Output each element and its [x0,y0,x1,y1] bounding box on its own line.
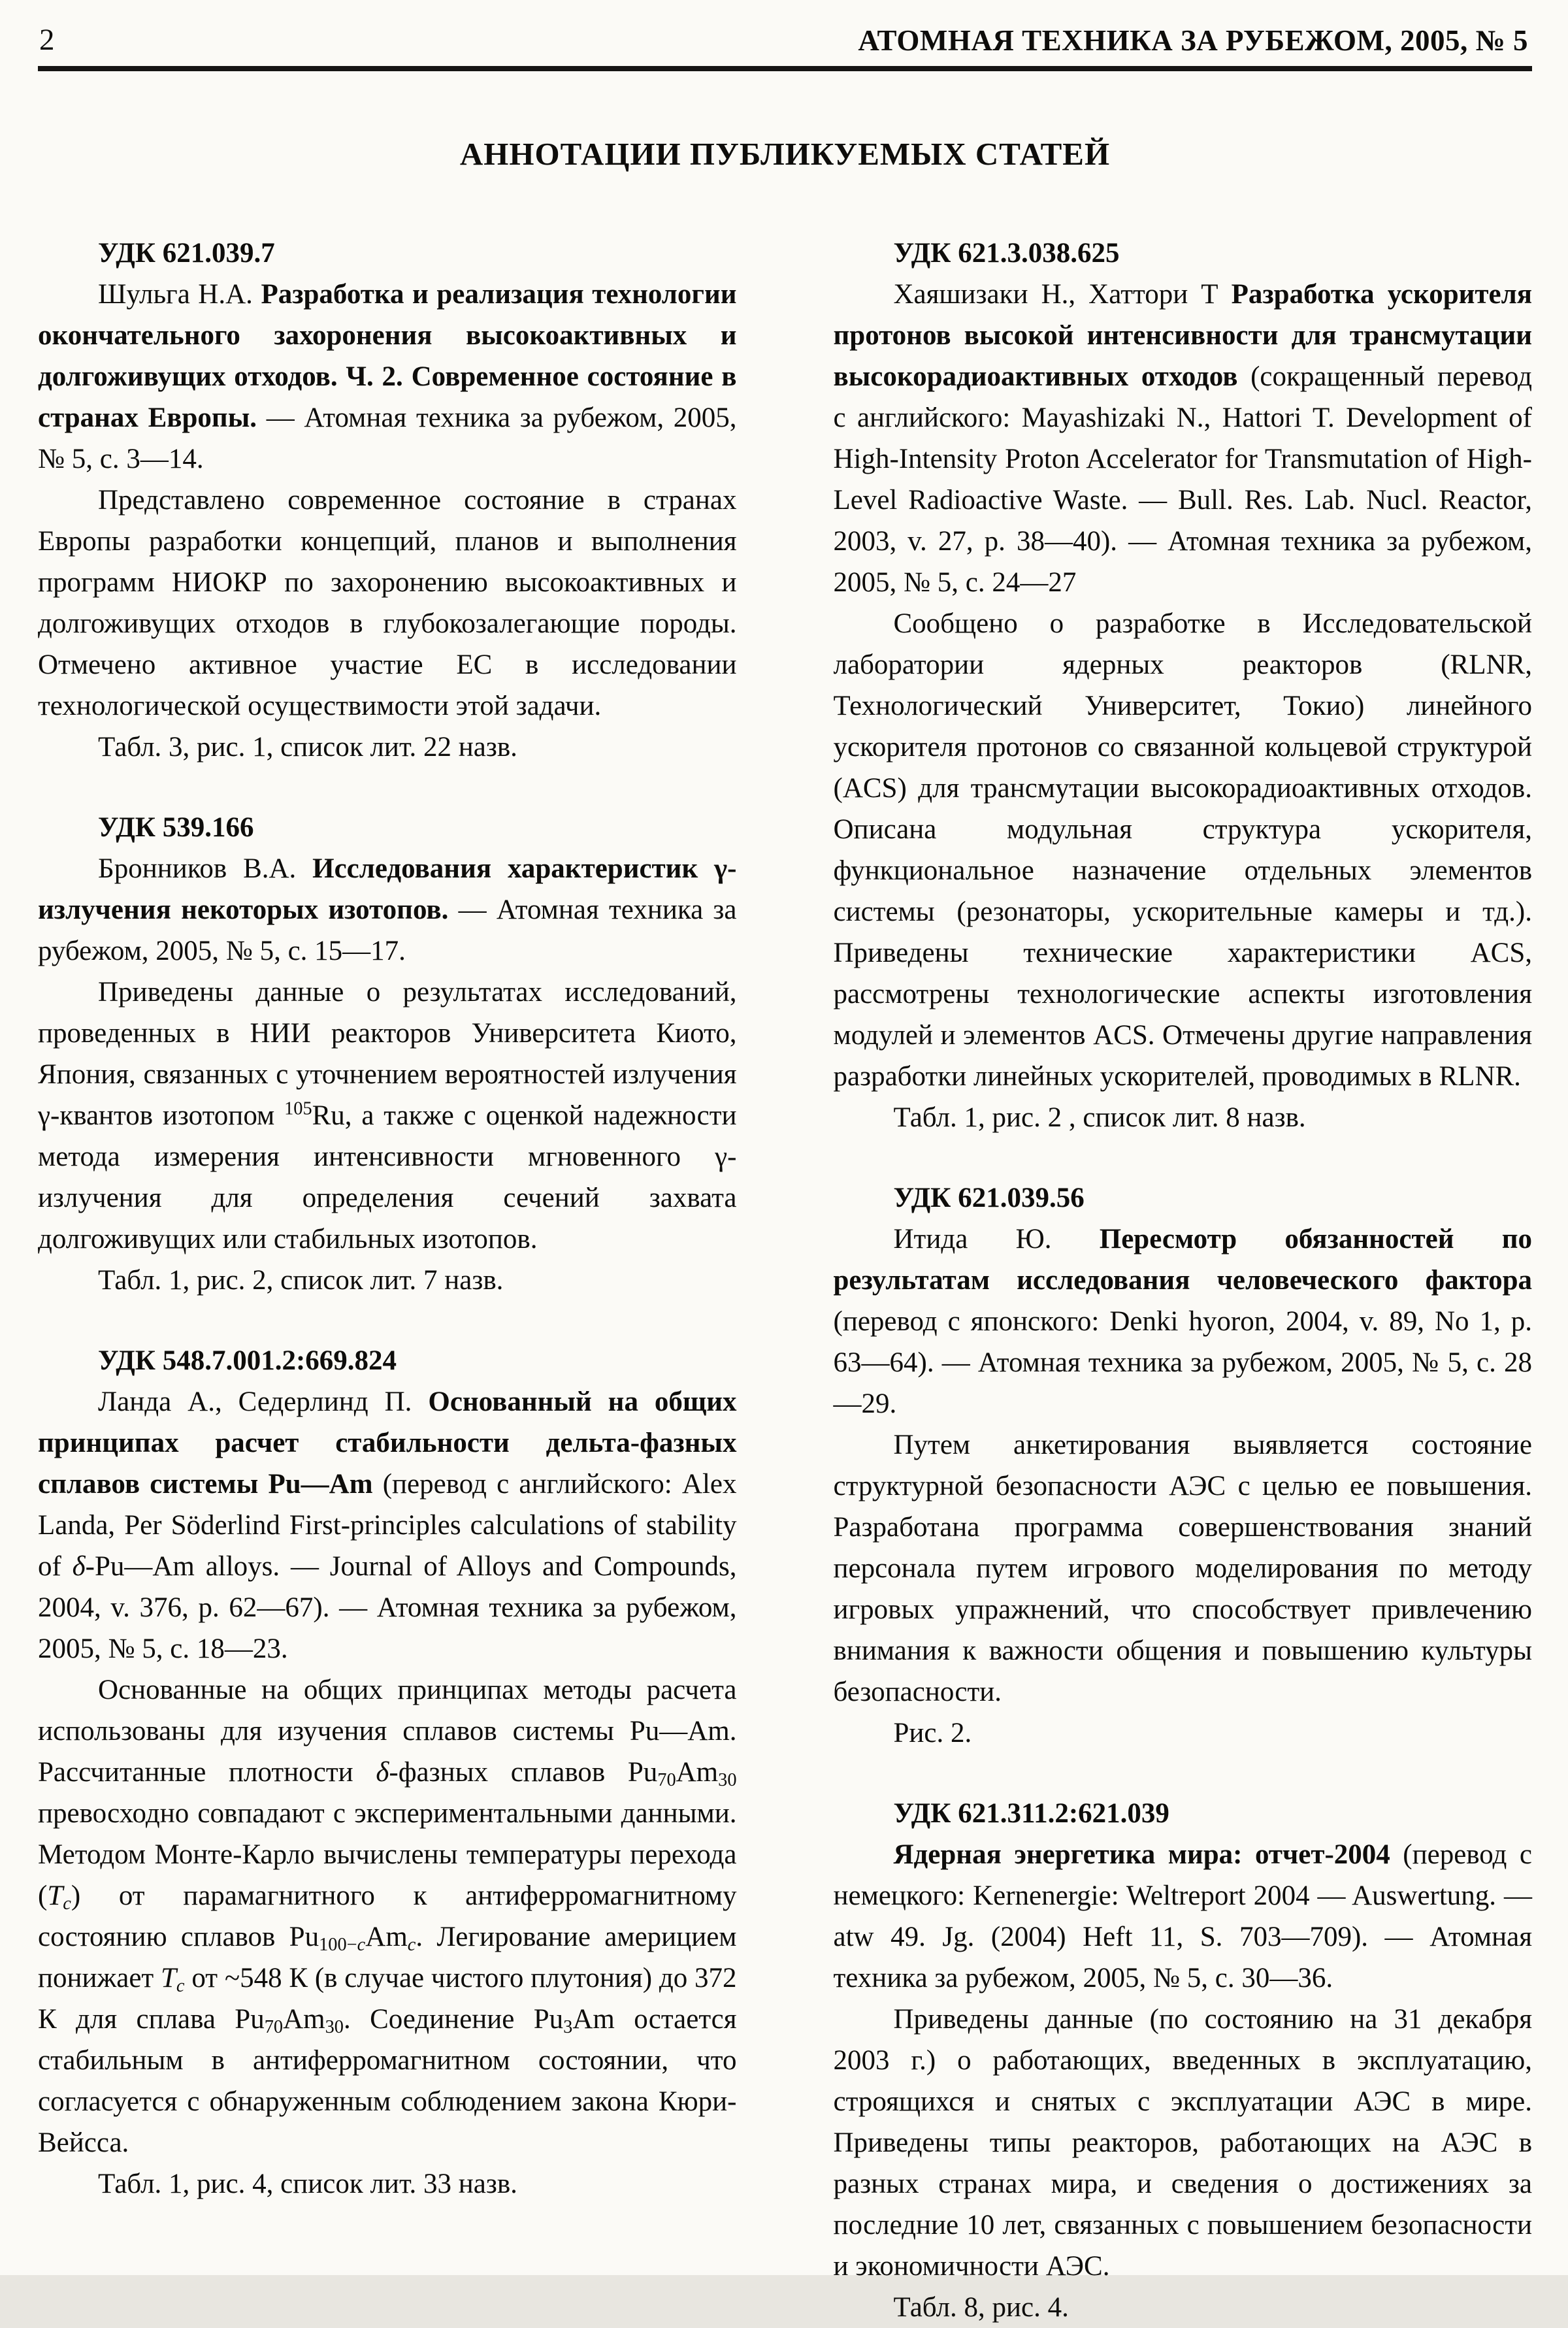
text-run: Шульга Н.А. [98,279,261,310]
udk-label: УДК 621.3.038.625 [893,238,1120,269]
text-run: Am остается стабильным в антиферромагнитном состоянии, что согласуется с обнаруженным соблюдением закона Кюри-Вейсса. [38,2004,737,2158]
paragraph [834,2287,1533,2328]
text-run: Исследования характеристик γ-излучения некоторых изотопов. [38,853,737,925]
right-column [834,233,1533,2328]
text-run: δ [376,1757,389,1788]
paragraph [38,972,737,1260]
paragraph [834,1713,1533,1754]
text-run: Am [283,2004,325,2035]
text-run: Путем анкетирования выявляется состояние структурной безопасности АЭС с целью ее повышения. Разработана программа совершенствования знаний персонала путем игрового моделирования по методу игровых упражнений, что способствует привлечению внимания к важности общения и повышению культуры безопасности. [833,1430,1532,1707]
text-run: 30 [325,2017,344,2038]
abstract-entry [38,233,737,768]
paragraph [38,1381,737,1669]
text-run: — Атомная техника за рубежом, 2005, № 5, с. 15—17. [38,894,737,966]
paragraph [38,480,737,727]
text-run: Am [676,1757,719,1788]
text-run: Сообщено о разработке в Исследовательской лаборатории ядерных реакторов (RLNR, Технологический Университет, Токио) линейного ускорителя протонов со связанной кольцевой структурой (ACS) для трансмутации высокорадиоактивных отходов. Описана модульная структура ускорителя, функциональное назначение отдельных элементов системы (резонаторы, ускорительные камеры и тд.). Приведены технические характеристики ACS, рассмотрены технологические аспекты изготовления модулей и элементов ACS. Отмечены другие направления разработки линейных ускорителей, проводимых в RLNR. [833,608,1532,1092]
paragraph [38,2163,737,2205]
abstract-entry [834,1793,1533,2328]
paragraph [834,1424,1533,1713]
text-run: Представлено современное состояние в странах Европы разработки концепций, планов и выполнения программ НИОКР по захоронению высокоактивных и долгоживущих отходов в глубокозалегающие породы. Отмечено активное участие ЕС в исследовании технологической осуществимости этой задачи. [38,485,737,721]
text-run: -фазных сплавов Pu [389,1757,658,1788]
text-run: ) от парамагнитного к антиферромагнитному состоянию сплавов Pu [38,1880,737,1952]
text-run: Приведены данные (по состоянию на 31 декабря 2003 г.) о работающих, введенных в эксплуатацию, строящихся и снятых с эксплуатации АЭС в мире. Приведены типы реакторов, работающих на АЭС в разных странах мира, и сведения о достижениях за последние 10 лет, связанных с повышением безопасности и экономичности АЭС. [833,2004,1532,2282]
text-run: Итида Ю. [893,1224,1100,1254]
text-run: Основанные на общих принципах методы расчета использованы для изучения сплавов системы Pu—Am. Рассчитанные плотности [38,1675,737,1788]
text-run: . Легирование америцием понижает [38,1922,737,1993]
section-title: АННОТАЦИИ ПУБЛИКУЕМЫХ СТАТЕЙ [459,136,1111,172]
abstract-entry [834,233,1533,1138]
text-run: от ~548 К (в случае чистого плутония) до 372 К для сплава Pu [38,1963,737,2035]
text-run: Ядерная энергетика мира: отчет-2004 [893,1839,1390,1870]
text-run: . Соединение Pu [343,2004,564,2035]
page-number: 2 [39,23,55,57]
text-run: δ [72,1551,86,1582]
text-run: — Атомная техника за рубежом, 2005, № 5, с. 3—14. [38,402,737,474]
abstract-entry [38,807,737,1301]
text-run: (сокращенный перевод с английского: Mayashizaki N., Hattori T. Development of High-Intensity Proton Accelerator for Transmutation of High-Level Radioactive Waste. — Bull. Res. Lab. Nucl. Reactor, 2003, v. 27, p. 38—40). — Атомная техника за рубежом, 2005, № 5, с. 24—27 [833,361,1533,598]
paragraph [834,274,1533,603]
text-run: 100− [319,1935,357,1956]
text-run: T [47,1880,63,1911]
text-run: (перевод с японского: Denki hyoron, 2004, v. 89, No 1, p. 63—64). — Атомная техника за рубежом, 2005, № 5, с. 28—29. [833,1306,1532,1419]
text-run: Основанный на общих принципах расчет стабильности дельта-фазных сплавов системы Pu—Am [38,1386,737,1500]
paragraph [834,1097,1533,1138]
paragraph [834,1834,1533,1999]
text-run: 105 [284,1098,312,1119]
udk-label: УДК 621.311.2:621.039 [893,1798,1169,1829]
text-run: T [161,1963,176,1993]
text-run: Табл. 1, рис. 4, список лит. 33 назв. [98,2169,517,2199]
text-run: Рис. 2. [893,1718,972,1748]
abstract-entry [38,1340,737,2205]
udk-label: УДК 548.7.001.2:669.824 [98,1345,397,1376]
text-run: Разработка и реализация технологии окончательного захоронения высокоактивных и долгоживущих отходов. Ч. 2. Современное состояние в странах Европы. [38,279,737,433]
text-run: 3 [563,2017,573,2038]
journal-header-title: АТОМНАЯ ТЕХНИКА ЗА РУБЕЖОМ, 2005, № 5 [858,24,1528,57]
text-run: превосходно совпадают с экспериментальными данными. Методом Монте-Карло вычислены температуры перехода ( [38,1798,737,1911]
paragraph [38,274,737,480]
text-run: Табл. 1, рис. 2, список лит. 7 назв. [98,1265,504,1296]
text-run: Бронников В.А. [98,853,313,884]
paragraph [38,1669,737,2163]
text-run: Ru, а также с оценкой надежности метода измерения интенсивности мгновенного γ-излучения для определения сечений захвата долгоживущих или стабильных изотопов. [38,1100,737,1254]
text-run: Табл. 1, рис. 2 , список лит. 8 назв. [893,1102,1306,1133]
text-run: Пересмотр обязанностей по результатам исследования человеческого фактора [833,1224,1532,1296]
text-run: (перевод с немецкого: Kernenergie: Weltreport 2004 — Auswertung. — atw 49. Jg. (2004) Heft 11, S. 703—709). — Атомная техника за рубежом, 2005, № 5, с. 30—36. [833,1839,1532,1993]
text-run: Приведены данные о результатах исследований, проведенных в НИИ реакторов Университета Киото, Япония, связанных с уточнением вероятностей излучения γ-квантов изотопом [38,977,737,1131]
udk-label: УДК 539.166 [98,812,254,843]
paragraph [38,1260,737,1301]
page-header [38,25,1532,71]
text-run: -Pu—Am alloys. — Journal of Alloys and Compounds, 2004, v. 376, p. 62—67). — Атомная техника за рубежом, 2005, № 5, с. 18—23. [38,1551,737,1664]
text-run: 30 [718,1770,737,1791]
udk-label: УДК 621.039.7 [98,238,275,269]
left-column [38,233,737,2328]
text-run: c [63,1894,71,1914]
paragraph [38,848,737,972]
text-run: 70 [657,1770,676,1791]
text-run: Am [365,1922,408,1952]
text-run: Ланда А., Седерлинд П. [98,1386,429,1417]
text-run: Хаяшизаки Н., Хаттори Т [893,279,1232,310]
abstract-entry [834,1177,1533,1754]
text-run: c [357,1935,366,1956]
text-run: Табл. 8, рис. 4. [893,2292,1069,2323]
abstracts-columns [38,233,1532,2328]
paragraph [834,1219,1533,1424]
text-run: (перевод с английского: Alex Landa, Per Söderlind First-principles calculations of stability of [38,1469,737,1582]
udk-label: УДК 621.039.56 [893,1183,1085,1213]
paragraph [834,603,1533,1097]
text-run: Разработка ускорителя протонов высокой интенсивности для трансмутации высокорадиоактивных отходов [833,279,1532,392]
text-run: c [176,1976,185,1997]
text-run: 70 [264,2017,284,2038]
text-run: c [407,1935,416,1956]
paragraph [834,1999,1533,2287]
paragraph [38,727,737,768]
text-run: Табл. 3, рис. 1, список лит. 22 назв. [98,732,517,762]
